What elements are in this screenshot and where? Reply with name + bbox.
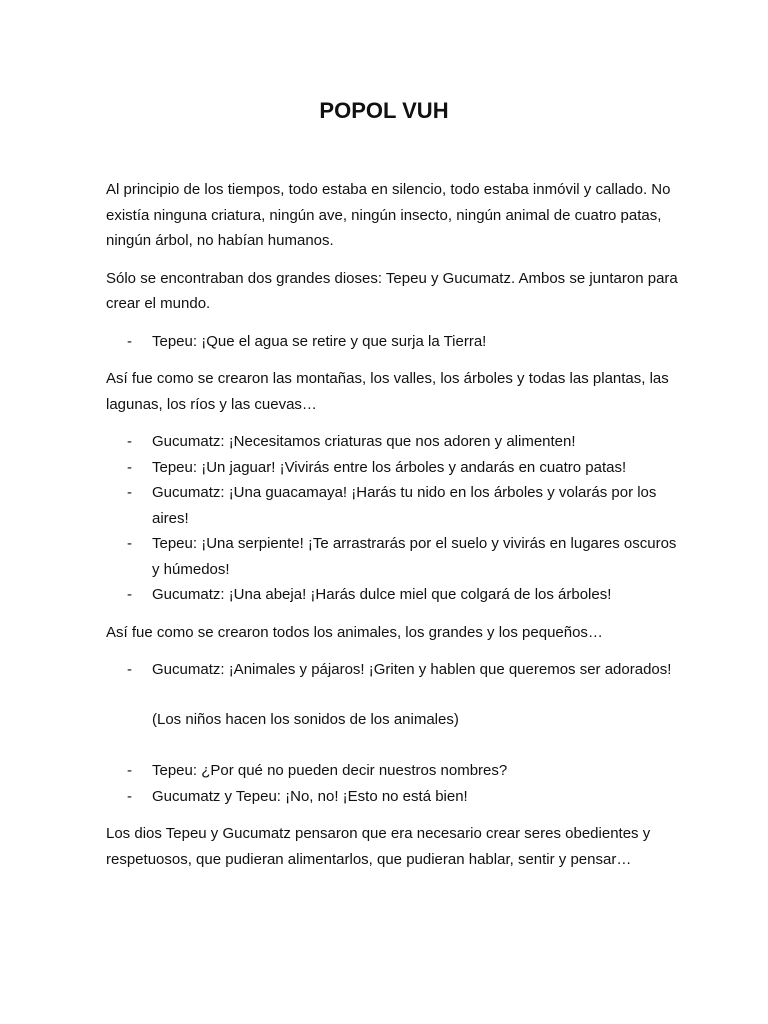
dash-marker: - bbox=[127, 433, 132, 450]
paragraph: Así fue como se crearon todos los animales, los grandes y los pequeños… bbox=[106, 623, 603, 641]
dialog-text: Tepeu: ¿Por qué no pueden decir nuestros nombres? bbox=[152, 762, 508, 779]
paragraph: Los dios Tepeu y Gucumatz pensaron que era necesario crear seres obedientes y respetuosos, que pudieran alimentarlos, que pudieran hablar, sentir y pensar… bbox=[106, 825, 651, 868]
document-title: POPOL VUH bbox=[319, 98, 449, 123]
dialog-line bbox=[106, 329, 686, 355]
dialog-list bbox=[106, 758, 686, 809]
dash-marker: - bbox=[127, 332, 132, 350]
dialog-line bbox=[106, 657, 686, 683]
dialog-line bbox=[106, 582, 686, 608]
paragraph: Al principio de los tiempos, todo estaba en silencio, todo estaba inmóvil y callado. No existía ninguna criatura, ningún ave, ningún insecto, ningún animal de cuatro patas, ningún árbol, no habían humanos. bbox=[106, 181, 671, 249]
dialog-text: Tepeu: ¡Un jaguar! ¡Vivirás entre los árboles y andarás en cuatro patas! bbox=[152, 458, 627, 476]
dialog-line bbox=[106, 784, 686, 810]
paragraph: Así fue como se crearon las montañas, los valles, los árboles y todas las plantas, las lagunas, los ríos y las cuevas… bbox=[106, 370, 669, 413]
dialog-line bbox=[106, 429, 686, 455]
dialog-text: Gucumatz: ¡Necesitamos criaturas que nos adoren y alimenten! bbox=[152, 433, 576, 450]
dialog-line bbox=[106, 531, 686, 582]
dash-marker: - bbox=[127, 787, 132, 805]
dialog-list bbox=[106, 429, 686, 608]
dialog-list bbox=[106, 329, 686, 355]
dash-marker: - bbox=[127, 586, 132, 603]
dash-marker: - bbox=[127, 484, 132, 501]
dash-marker: - bbox=[127, 762, 132, 779]
dialog-text: Tepeu: ¡Que el agua se retire y que surja la Tierra! bbox=[152, 332, 487, 350]
dialog-line bbox=[106, 758, 686, 784]
dialog-text: Gucumatz: ¡Una guacamaya! ¡Harás tu nido en los árboles y volarás por los aires! bbox=[152, 484, 657, 527]
dialog-text: Gucumatz y Tepeu: ¡No, no! ¡Esto no está bien! bbox=[152, 787, 468, 805]
dialog-text: Gucumatz: ¡Una abeja! ¡Harás dulce miel que colgará de los árboles! bbox=[152, 586, 612, 603]
stage-direction: (Los niños hacen los sonidos de los animales) bbox=[152, 710, 459, 728]
document-body bbox=[106, 177, 686, 884]
dash-marker: - bbox=[127, 661, 132, 678]
dialog-text: Tepeu: ¡Una serpiente! ¡Te arrastrarás por el suelo y vivirás en lugares oscuros y húmedos! bbox=[152, 535, 677, 578]
paragraph: Sólo se encontraban dos grandes dioses: Tepeu y Gucumatz. Ambos se juntaron para crear el mundo. bbox=[106, 269, 678, 312]
dash-marker: - bbox=[127, 535, 132, 552]
dialog-list bbox=[106, 657, 686, 683]
dash-marker: - bbox=[127, 458, 132, 476]
dialog-text: Gucumatz: ¡Animales y pájaros! ¡Griten y hablen que queremos ser adorados! bbox=[152, 661, 672, 678]
dialog-line bbox=[106, 480, 686, 531]
dialog-line bbox=[106, 455, 686, 481]
